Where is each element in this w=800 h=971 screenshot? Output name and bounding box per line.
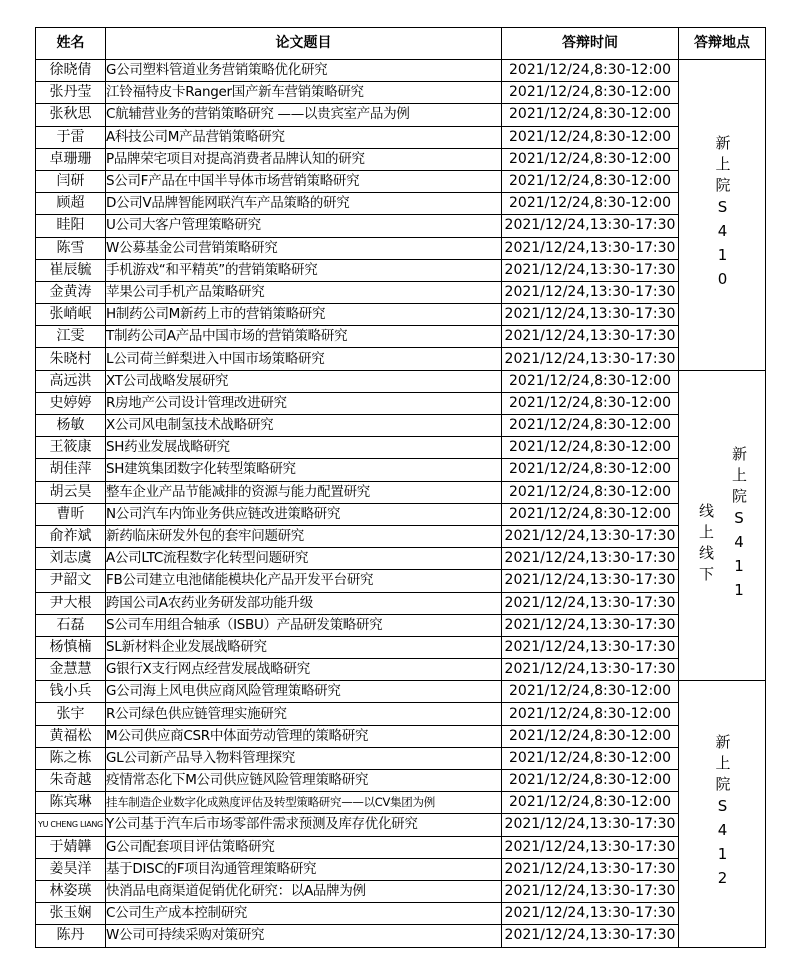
location-room: 新上院S412 bbox=[713, 734, 732, 894]
header-time: 答辩时间 bbox=[502, 28, 679, 60]
defense-time: 2021/12/24,13:30-17:30 bbox=[502, 659, 679, 681]
header-location: 答辩地点 bbox=[679, 28, 766, 60]
table-row bbox=[36, 725, 766, 747]
thesis-title: C航辅营业务的营销策略研究 ——以贵宾室产品为例 bbox=[106, 104, 502, 126]
student-name: 石磊 bbox=[36, 614, 106, 636]
table-row bbox=[36, 614, 766, 636]
thesis-title: SH建筑集团数字化转型策略研究 bbox=[106, 459, 502, 481]
defense-time: 2021/12/24,13:30-17:30 bbox=[502, 326, 679, 348]
student-name: 张玉娴 bbox=[36, 903, 106, 925]
defense-time: 2021/12/24,8:30-12:00 bbox=[502, 792, 679, 814]
table-row bbox=[36, 548, 766, 570]
student-name: 刘志虞 bbox=[36, 548, 106, 570]
defense-location bbox=[679, 60, 766, 371]
thesis-title: SL新材料企业发展战略研究 bbox=[106, 636, 502, 658]
table-row bbox=[36, 326, 766, 348]
defense-time: 2021/12/24,8:30-12:00 bbox=[502, 392, 679, 414]
defense-time: 2021/12/24,13:30-17:30 bbox=[502, 548, 679, 570]
student-name: 朱奇越 bbox=[36, 770, 106, 792]
defense-time: 2021/12/24,8:30-12:00 bbox=[502, 703, 679, 725]
table-row bbox=[36, 880, 766, 902]
defense-time: 2021/12/24,8:30-12:00 bbox=[502, 415, 679, 437]
thesis-title: 疫情常态化下M公司供应链风险管理策略研究 bbox=[106, 770, 502, 792]
thesis-title: G银行X支行网点经营发展战略研究 bbox=[106, 659, 502, 681]
defense-time: 2021/12/24,13:30-17:30 bbox=[502, 814, 679, 836]
location-room: 新上院S411 bbox=[730, 445, 748, 605]
thesis-title: A科技公司M产品营销策略研究 bbox=[106, 126, 502, 148]
thesis-title: T制药公司A产品中国市场的营销策略研究 bbox=[106, 326, 502, 348]
thesis-title: 江铃福特皮卡Ranger国产新车营销策略研究 bbox=[106, 82, 502, 104]
thesis-title: X公司风电制氢技术战略研究 bbox=[106, 415, 502, 437]
student-name: 高远洪 bbox=[36, 370, 106, 392]
defense-time: 2021/12/24,13:30-17:30 bbox=[502, 925, 679, 947]
table-row bbox=[36, 592, 766, 614]
defense-time: 2021/12/24,13:30-17:30 bbox=[502, 237, 679, 259]
table-row bbox=[36, 126, 766, 148]
defense-location bbox=[679, 370, 766, 681]
student-name: 黄福松 bbox=[36, 725, 106, 747]
defense-time: 2021/12/24,8:30-12:00 bbox=[502, 370, 679, 392]
student-name: 杨慎楠 bbox=[36, 636, 106, 658]
defense-time: 2021/12/24,13:30-17:30 bbox=[502, 525, 679, 547]
student-name: 卓珊珊 bbox=[36, 148, 106, 170]
header-row bbox=[36, 28, 766, 60]
table-row bbox=[36, 437, 766, 459]
table-row bbox=[36, 148, 766, 170]
thesis-title: C公司生产成本控制研究 bbox=[106, 903, 502, 925]
defense-time: 2021/12/24,8:30-12:00 bbox=[502, 503, 679, 525]
defense-time: 2021/12/24,13:30-17:30 bbox=[502, 215, 679, 237]
defense-time: 2021/12/24,13:30-17:30 bbox=[502, 636, 679, 658]
table-row bbox=[36, 747, 766, 769]
defense-time: 2021/12/24,13:30-17:30 bbox=[502, 281, 679, 303]
defense-time: 2021/12/24,8:30-12:00 bbox=[502, 681, 679, 703]
thesis-title: P品牌荣宅项目对提高消费者品牌认知的研究 bbox=[106, 148, 502, 170]
defense-time: 2021/12/24,8:30-12:00 bbox=[502, 170, 679, 192]
thesis-title: XT公司战略发展研究 bbox=[106, 370, 502, 392]
student-name: 闫研 bbox=[36, 170, 106, 192]
table-row bbox=[36, 503, 766, 525]
table-row bbox=[36, 681, 766, 703]
student-name: 张丹莹 bbox=[36, 82, 106, 104]
table-row bbox=[36, 792, 766, 814]
thesis-title: W公募基金公司营销策略研究 bbox=[106, 237, 502, 259]
thesis-title: GL公司新产品导入物料管理探究 bbox=[106, 747, 502, 769]
table-row bbox=[36, 636, 766, 658]
table-row bbox=[36, 193, 766, 215]
defense-time: 2021/12/24,8:30-12:00 bbox=[502, 747, 679, 769]
student-name: YU CHENG LIANG bbox=[36, 814, 106, 836]
defense-location bbox=[679, 681, 766, 947]
schedule-body bbox=[36, 60, 766, 948]
table-row bbox=[36, 392, 766, 414]
thesis-title: FB公司建立电池储能模块化产品开发平台研究 bbox=[106, 570, 502, 592]
student-name: 于婧韡 bbox=[36, 836, 106, 858]
thesis-title: U公司大客户管理策略研究 bbox=[106, 215, 502, 237]
student-name: 姜昊洋 bbox=[36, 858, 106, 880]
student-name: 俞祚斌 bbox=[36, 525, 106, 547]
table-row bbox=[36, 703, 766, 725]
thesis-title: G公司塑料管道业务营销策略优化研究 bbox=[106, 60, 502, 82]
table-row bbox=[36, 925, 766, 947]
thesis-title: R房地产公司设计管理改进研究 bbox=[106, 392, 502, 414]
student-name: 曹昕 bbox=[36, 503, 106, 525]
defense-time: 2021/12/24,8:30-12:00 bbox=[502, 481, 679, 503]
header-name: 姓名 bbox=[36, 28, 106, 60]
student-name: 胡云昊 bbox=[36, 481, 106, 503]
table-row bbox=[36, 525, 766, 547]
table-row bbox=[36, 237, 766, 259]
defense-time: 2021/12/24,13:30-17:30 bbox=[502, 304, 679, 326]
thesis-title: G公司海上风电供应商风险管理策略研究 bbox=[106, 681, 502, 703]
student-name: 金慧慧 bbox=[36, 659, 106, 681]
thesis-title: SH药业发展战略研究 bbox=[106, 437, 502, 459]
defense-time: 2021/12/24,13:30-17:30 bbox=[502, 858, 679, 880]
thesis-title: N公司汽车内饰业务供应链改进策略研究 bbox=[106, 503, 502, 525]
defense-time: 2021/12/24,8:30-12:00 bbox=[502, 437, 679, 459]
defense-time: 2021/12/24,8:30-12:00 bbox=[502, 104, 679, 126]
student-name: 陈丹 bbox=[36, 925, 106, 947]
thesis-title: 挂车制造企业数字化成熟度评估及转型策略研究——以CV集团为例 bbox=[106, 792, 502, 814]
thesis-title: Y公司基于汽车后市场零部件需求预测及库存优化研究 bbox=[106, 814, 502, 836]
student-name: 陈雪 bbox=[36, 237, 106, 259]
table-row bbox=[36, 459, 766, 481]
student-name: 金黄涛 bbox=[36, 281, 106, 303]
student-name: 尹大根 bbox=[36, 592, 106, 614]
thesis-title: L公司荷兰鲜梨进入中国市场策略研究 bbox=[106, 348, 502, 370]
student-name: 朱晓村 bbox=[36, 348, 106, 370]
thesis-title: 手机游戏“和平精英”的营销策略研究 bbox=[106, 259, 502, 281]
student-name: 眭阳 bbox=[36, 215, 106, 237]
table-row bbox=[36, 370, 766, 392]
student-name: 崔辰毓 bbox=[36, 259, 106, 281]
table-row bbox=[36, 858, 766, 880]
student-name: 徐晓倩 bbox=[36, 60, 106, 82]
location-room: 新上院S410 bbox=[713, 135, 732, 295]
thesis-title: 新药临床研发外包的套牢问题研究 bbox=[106, 525, 502, 547]
defense-schedule-table bbox=[35, 27, 766, 948]
table-row bbox=[36, 481, 766, 503]
student-name: 杨敏 bbox=[36, 415, 106, 437]
table-row bbox=[36, 903, 766, 925]
defense-time: 2021/12/24,8:30-12:00 bbox=[502, 193, 679, 215]
thesis-title: A公司LTC流程数字化转型问题研究 bbox=[106, 548, 502, 570]
thesis-title: 跨国公司A农药业务研发部功能升级 bbox=[106, 592, 502, 614]
thesis-title: M公司供应商CSR中体面劳动管理的策略研究 bbox=[106, 725, 502, 747]
student-name: 张宇 bbox=[36, 703, 106, 725]
table-row bbox=[36, 814, 766, 836]
student-name: 张峭岷 bbox=[36, 304, 106, 326]
table-row bbox=[36, 770, 766, 792]
student-name: 胡佳萍 bbox=[36, 459, 106, 481]
defense-time: 2021/12/24,8:30-12:00 bbox=[502, 82, 679, 104]
student-name: 林姿瑛 bbox=[36, 880, 106, 902]
thesis-title: W公司可持续采购对策研究 bbox=[106, 925, 502, 947]
defense-time: 2021/12/24,13:30-17:30 bbox=[502, 259, 679, 281]
location-wrapper bbox=[679, 135, 765, 294]
defense-time: 2021/12/24,8:30-12:00 bbox=[502, 126, 679, 148]
thesis-title: S公司F产品在中国半导体市场营销策略研究 bbox=[106, 170, 502, 192]
table-row bbox=[36, 104, 766, 126]
defense-time: 2021/12/24,13:30-17:30 bbox=[502, 592, 679, 614]
student-name: 王筱康 bbox=[36, 437, 106, 459]
thesis-title: 快消品电商渠道促销优化研究：以A品牌为例 bbox=[106, 880, 502, 902]
table-row bbox=[36, 348, 766, 370]
defense-time: 2021/12/24,8:30-12:00 bbox=[502, 770, 679, 792]
table-row bbox=[36, 836, 766, 858]
student-name: 张秋思 bbox=[36, 104, 106, 126]
thesis-title: H制药公司M新药上市的营销策略研究 bbox=[106, 304, 502, 326]
thesis-title: 基于DISC的F项目沟通管理策略研究 bbox=[106, 858, 502, 880]
thesis-title: G公司配套项目评估策略研究 bbox=[106, 836, 502, 858]
header-title: 论文题目 bbox=[106, 28, 502, 60]
student-name: 史婷婷 bbox=[36, 392, 106, 414]
defense-time: 2021/12/24,13:30-17:30 bbox=[502, 614, 679, 636]
defense-time: 2021/12/24,13:30-17:30 bbox=[502, 570, 679, 592]
student-name: 钱小兵 bbox=[36, 681, 106, 703]
student-name: 江雯 bbox=[36, 326, 106, 348]
defense-time: 2021/12/24,13:30-17:30 bbox=[502, 880, 679, 902]
student-name: 于雷 bbox=[36, 126, 106, 148]
table-row bbox=[36, 170, 766, 192]
defense-time: 2021/12/24,13:30-17:30 bbox=[502, 348, 679, 370]
thesis-title: 整车企业产品节能减排的资源与能力配置研究 bbox=[106, 481, 502, 503]
table-row bbox=[36, 659, 766, 681]
table-row bbox=[36, 215, 766, 237]
table-row bbox=[36, 259, 766, 281]
location-wrapper bbox=[679, 734, 765, 893]
defense-time: 2021/12/24,8:30-12:00 bbox=[502, 725, 679, 747]
table-row bbox=[36, 281, 766, 303]
table-row bbox=[36, 60, 766, 82]
table-row bbox=[36, 82, 766, 104]
thesis-title: S公司车用组合轴承（ISBU）产品研发策略研究 bbox=[106, 614, 502, 636]
location-wrapper bbox=[679, 446, 765, 605]
location-mode: 线上线下 bbox=[697, 503, 715, 588]
defense-time: 2021/12/24,8:30-12:00 bbox=[502, 148, 679, 170]
defense-time: 2021/12/24,8:30-12:00 bbox=[502, 60, 679, 82]
table-row bbox=[36, 570, 766, 592]
table-row bbox=[36, 415, 766, 437]
student-name: 尹韶文 bbox=[36, 570, 106, 592]
student-name: 陈之栋 bbox=[36, 747, 106, 769]
defense-time: 2021/12/24,8:30-12:00 bbox=[502, 459, 679, 481]
student-name: 陈宾琳 bbox=[36, 792, 106, 814]
thesis-title: R公司绿色供应链管理实施研究 bbox=[106, 703, 502, 725]
defense-time: 2021/12/24,13:30-17:30 bbox=[502, 903, 679, 925]
thesis-title: 苹果公司手机产品策略研究 bbox=[106, 281, 502, 303]
table-row bbox=[36, 304, 766, 326]
defense-time: 2021/12/24,13:30-17:30 bbox=[502, 836, 679, 858]
thesis-title: D公司V品牌智能网联汽车产品策略的研究 bbox=[106, 193, 502, 215]
student-name: 顾超 bbox=[36, 193, 106, 215]
